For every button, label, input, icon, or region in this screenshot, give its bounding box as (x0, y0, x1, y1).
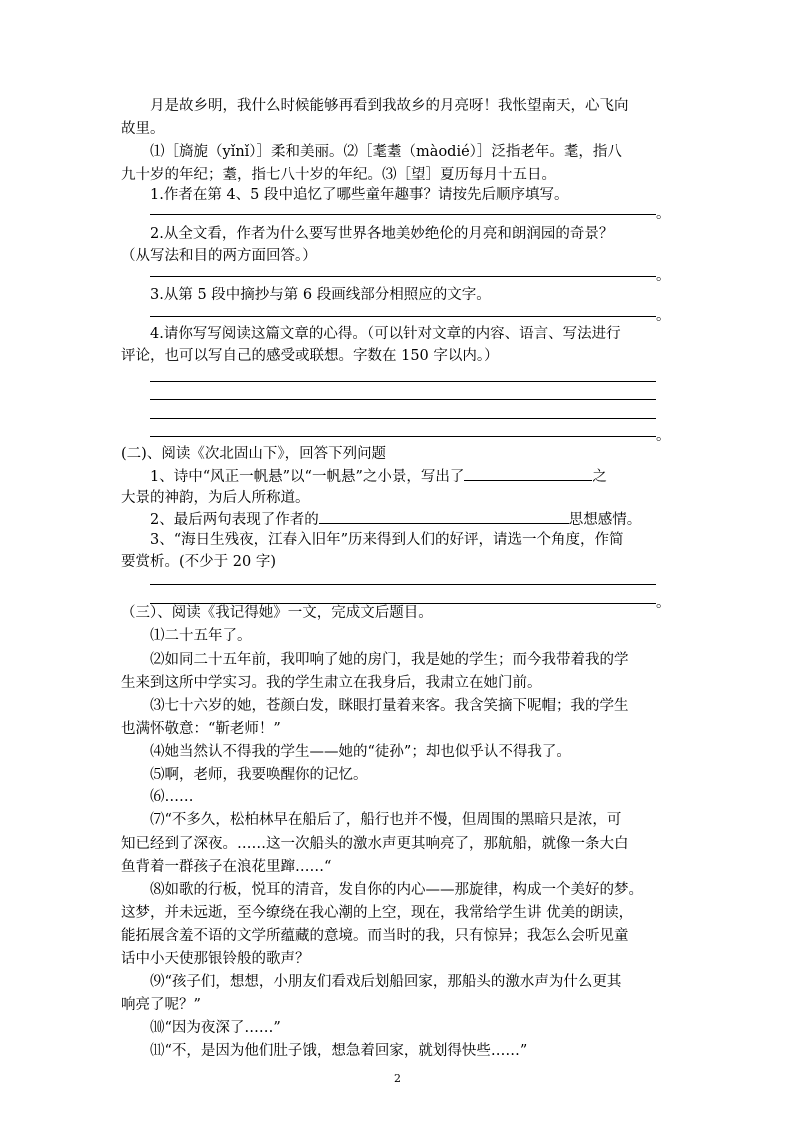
paragraph-8-cont: 话中小天使那银铃般的歌声？ (121, 951, 310, 967)
paragraph-6: ⑹…… (150, 789, 194, 805)
paragraph-3-cont: 也满怀敬意：“靳老师！” (121, 721, 281, 737)
answer-period: 。 (656, 595, 671, 611)
paragraph-8-cont: 能拓展含羞不语的文学所蕴藏的意境。而当时的我，只有惊异；我怎么会听见童 (121, 928, 629, 944)
text-line: 月是故乡明，我什么时候能够再看到我故乡的月亮呀！我怅望南天，心飞向 (150, 98, 629, 114)
paragraph-7-cont: 知已经到了深夜。……这一次船头的激水声更其响亮了，那航船，就像一条大白 (121, 836, 629, 852)
footnote-line: ⑴［旖旎（yǐnǐ）］柔和美丽。⑵［耄耋（màodié）］泛指老年。耄，指八 (150, 144, 622, 160)
answer-line[interactable] (150, 399, 656, 400)
paragraph-2: ⑵如同二十五年前，我叩响了她的房门，我是她的学生；而今我带着我的学 (150, 652, 629, 668)
answer-line[interactable] (150, 436, 656, 437)
answer-line[interactable] (150, 316, 656, 317)
question-2-note: （从写法和目的两方面回答。） (121, 248, 317, 264)
answer-line[interactable] (150, 276, 656, 277)
section-2-q2: 2、最后两句表现了作者的 思想感情。 (150, 509, 641, 529)
section-2-q1: 1、诗中“风正一帆悬”以“一帆悬”之小景，写出了 之 (150, 466, 607, 486)
answer-period: 。 (656, 268, 671, 284)
paragraph-1: ⑴二十五年了。 (150, 628, 252, 644)
answer-period: 。 (656, 428, 671, 444)
section-2-heading: (二)、阅读《次北固山下》，回答下列问题 (121, 446, 387, 462)
blank[interactable] (464, 466, 592, 481)
text-line: 故里。 (121, 121, 165, 137)
answer-line[interactable] (150, 584, 656, 585)
paragraph-7: ⑺“不多久，松柏林早在船后了，船行也并不慢，但周围的黑暗只是浓，可 (150, 812, 622, 828)
blank[interactable] (319, 509, 569, 524)
paragraph-2-cont: 生来到这所中学实习。我的学生肃立在我身后，我肃立在她门前。 (121, 675, 542, 691)
question-4-cont: 评论，也可以写自己的感受或联想。字数在 150 字以内。） (121, 348, 499, 364)
question-2: 2.从全文看，作者为什么要写世界各地美妙绝伦的月亮和朗润园的奇景？ (150, 226, 614, 242)
paragraph-8-cont: 这梦，并未远逝，至今缭绕在我心潮的上空，现在，我常给学生讲 优美的朗读， (121, 905, 634, 921)
paragraph-3: ⑶七十六岁的她，苍颜白发，眯眼打量着来客。我含笑摘下呢帽；我的学生 (150, 698, 629, 714)
paragraph-11: ⑾“不，是因为他们肚子饿，想急着回家，就划得快些……” (150, 1043, 528, 1059)
answer-line[interactable] (150, 418, 656, 419)
paragraph-10: ⑽“因为夜深了……” (150, 1020, 281, 1036)
footnote-line: 九十岁的年纪；耋，指七八十岁的年纪。⑶［望］夏历每月十五日。 (121, 167, 556, 183)
answer-line[interactable] (150, 214, 656, 215)
page-number: 2 (394, 1072, 401, 1085)
paragraph-4: ⑷她当然认不得我的学生——她的“徒孙”；却也似乎认不得我了。 (150, 744, 571, 760)
section-2-q3-cont: 要赏析。(不少于 20 字) (121, 554, 276, 570)
section-2-q1-cont: 大景的神韵，为后人所称道。 (121, 490, 310, 506)
paragraph-5: ⑸啊，老师，我要唤醒你的记忆。 (150, 767, 368, 783)
question-4: 4.请你写写阅读这篇文章的心得。（可以针对文章的内容、语言、写法进行 (150, 326, 621, 342)
question-3: 3.从第 5 段中摘抄与第 6 段画线部分相照应的文字。 (150, 287, 491, 303)
paragraph-9: ⑼“孩子们，想想，小朋友们看戏后划船回家，那船头的激水声为什么更其 (150, 974, 622, 990)
paragraph-7-cont: 鱼背着一群孩子在浪花里蹿……“ (121, 859, 332, 875)
answer-line[interactable] (150, 381, 656, 382)
question-1: 1.作者在第 4、5 段中追忆了哪些童年趣事？请按先后顺序填写。 (150, 187, 569, 203)
section-2-q3: 3、“海日生残夜，江春入旧年”历来得到人们的好评，请选一个角度，作简 (150, 532, 624, 548)
section-3-heading: （三）、阅读《我记得她》一文，完成文后题目。 (121, 605, 433, 621)
paragraph-9-cont: 响亮了呢？” (121, 997, 201, 1013)
paragraph-8: ⑻如歌的行板，悦耳的清音，发自你的内心——那旋律，构成一个美好的梦。 (150, 882, 643, 898)
answer-period: 。 (656, 206, 671, 222)
answer-period: 。 (656, 308, 671, 324)
